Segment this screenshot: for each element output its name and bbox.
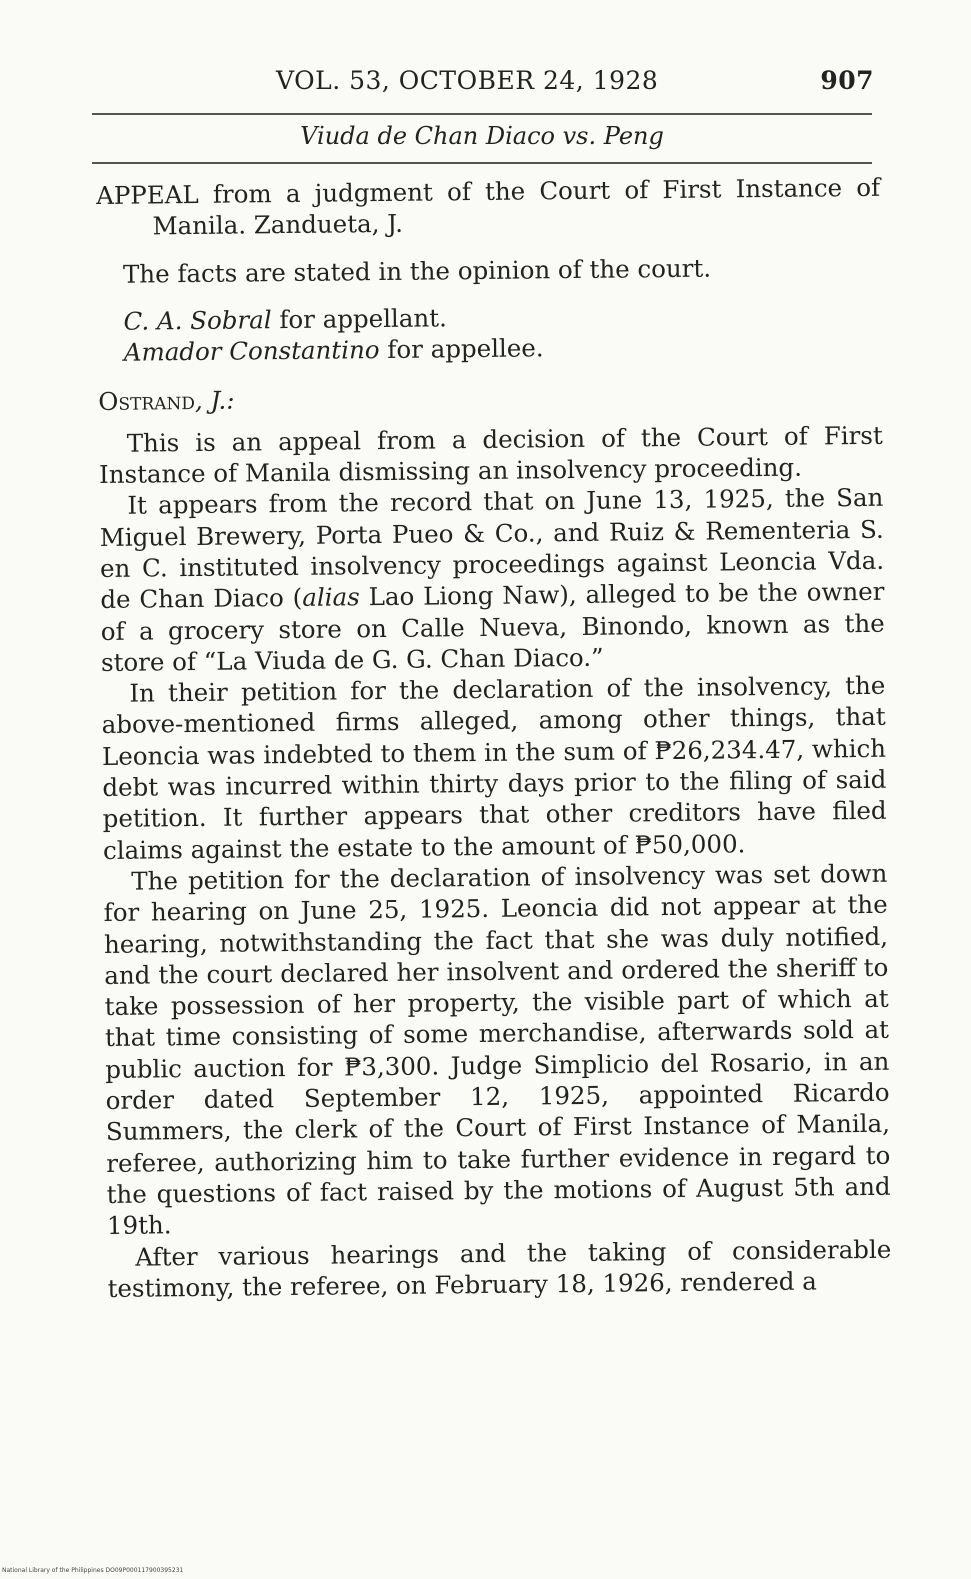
header-divider-top [92,113,872,115]
case-title: Viuda de Chan Diaco vs. Peng [300,122,664,150]
para2-alias: alias [302,582,360,613]
header-divider-bottom [92,162,872,164]
counsel-appellant-name: C. A. Sobral [123,305,272,336]
facts-paragraph: The facts are stated in the opinion of the court. [122,253,712,289]
appeal-paragraph: APPEAL from a judgment of the Court of First Instance of Manila. Zandueta, J. [96,172,881,241]
counsel-appellant-role: for appellant. [271,303,447,335]
archive-stamp: National Library of the Philippines DO09P000117900395231 [2,1567,184,1574]
opinion-paragraph-5: After various hearings and the taking of considerable testimony, the referee, on February 18, 1926, rendered a [107,1234,892,1303]
counsel-appellee-name: Amador Constantino [123,335,380,367]
opinion-paragraph-4: The petition for the declaration of insolvency was set down for hearing on June 25, 1925. Leoncia did not appear at the hearing, notwithstanding the fact that she was duly notified, and the court declared her insolvent and ordered the sheriff to take possession of her property, the visible part of which at that time consisting of some merchandise, afterwards sold at public auction for ₱3,300. Judge Simplicio del Rosario, in an order dated September 12, 1925, appointed Ricardo Summers, the clerk of the Court of First Instance of Manila, referee, authorizing him to take further evidence in regard to the questions of fact raised by the motions of August 5th and 19th. [103,858,891,1241]
judge-suffix: , J.: [194,386,235,416]
opinion-paragraph-3: In their petition for the declaration of the insolvency, the above-mentioned firms alleged, among other things, that Leoncia was indebted to them in the sum of ₱26,234.47, which debt was incurred within thirty days prior to the filing of said petition. It further appears that other creditors have filed claims against the estate to the amount of ₱50,000. [101,670,887,865]
judge-name: Ostrand [98,386,196,417]
para2-part-a: It appears from the record that on June 13, 1925, the San Miguel Brewery, Porta Pueo & Co., and Ruiz & Rementeria S. en C. instituted insolvency proceedings against Leoncia Vda. de Chan Diaco ( [99,483,885,615]
page-number: 907 [820,66,874,95]
para2-part-b: Lao Liong Naw), alleged to be the owner of a grocery store on Calle Nueva, Binondo, known as the store of “La Viuda de G. G. Chan Diaco.” [100,577,885,677]
opinion-paragraph-1: This is an appeal from a decision of the Court of First Instance of Manila dismissing an insolvency proceeding. [98,420,883,490]
body-text [96,172,892,1304]
counsel-appellee-role: for appellee. [379,333,544,365]
opinion-paragraph-2 [99,482,885,678]
running-title: VOL. 53, OCTOBER 24, 1928 [276,66,659,95]
